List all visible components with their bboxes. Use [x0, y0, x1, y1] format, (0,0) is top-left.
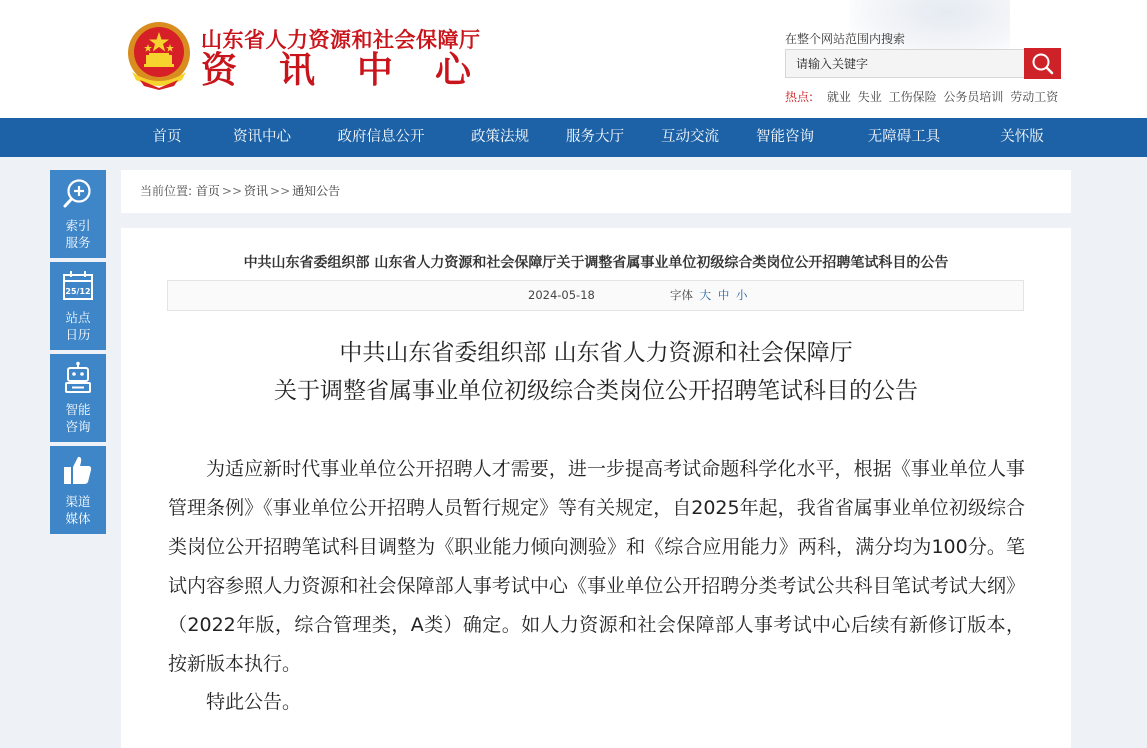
site-subtitle [201, 50, 471, 90]
font-size-label: 字体 [670, 288, 693, 302]
search-caption: 在整个网站范围内搜索 [785, 32, 906, 46]
hot-topic-link[interactable]: 工伤保险 [888, 90, 937, 104]
breadcrumb-separator: >> [221, 184, 242, 198]
breadcrumb-item-news[interactable]: 资讯 [244, 184, 269, 198]
sidebar-label: 日历 [65, 327, 91, 342]
publish-date: 2024-05-18 [528, 288, 595, 302]
nav-item-elderly-mode[interactable]: 关怀版 [1000, 129, 1044, 145]
breadcrumb [121, 170, 1071, 213]
search-button[interactable] [1024, 48, 1061, 79]
hot-topics [785, 88, 1061, 105]
site-header [0, 0, 1147, 118]
article-meta-bar [167, 280, 1024, 311]
sidebar-item-smart-consult[interactable] [50, 354, 106, 442]
article-headline-line-2: 关于调整省属事业单位初级综合类岗位公开招聘笔试科目的公告 [274, 378, 918, 404]
nav-item-home[interactable]: 首页 [152, 129, 182, 145]
robot-icon [62, 361, 94, 395]
article-title: 中共山东省委组织部 山东省人力资源和社会保障厅关于调整省属事业单位初级综合类岗位公开招聘笔试科目的公告 [243, 255, 949, 271]
site-name: 山东省人力资源和社会保障厅 [201, 28, 481, 52]
nav-item-accessibility[interactable]: 无障碍工具 [867, 129, 941, 145]
font-size-small-button[interactable]: 小 [735, 288, 748, 302]
hot-topic-link[interactable]: 劳动工资 [1010, 90, 1059, 104]
site-subtitle-char: 资 [201, 49, 238, 91]
national-emblem-icon [126, 20, 192, 90]
site-subtitle-char: 中 [356, 49, 393, 91]
sidebar-item-site-calendar[interactable] [50, 262, 106, 350]
article-body-paragraph: 为适应新时代事业单位公开招聘人才需要，进一步提高考试命题科学化水平，根据《事业单位人事管理条例》《事业单位公开招聘人员暂行规定》等有关规定，自2025年起，我省省属事业单位初级综合类岗位公开招聘笔试科目调整为《职业能力倾向测验》和《综合应用能力》两科，满分均为100分。笔试内容参照人力资源和社会保障部人事考试中心《事业单位公开招聘分类考试公共科目笔试考试大纲》（2022年版，综合管理类，A类）确定。如人力资源和社会保障部人事考试中心后续有新修订版本，按新版本执行。 [168, 458, 1025, 675]
nav-item-interaction[interactable]: 互动交流 [661, 129, 719, 145]
sidebar-label: 媒体 [65, 511, 91, 526]
breadcrumb-item-home[interactable]: 首页 [195, 184, 220, 198]
sidebar-label: 咨询 [65, 419, 91, 434]
sidebar-item-media-channels[interactable] [50, 446, 106, 534]
sidebar-label: 站点 [65, 310, 91, 325]
site-subtitle-char: 心 [434, 49, 471, 91]
site-subtitle-char: 讯 [278, 49, 315, 91]
calendar-icon-text: 25/12 [65, 287, 91, 296]
hot-topic-link[interactable]: 公务员培训 [943, 90, 1004, 104]
hot-topics-label: 热点: [785, 90, 814, 104]
breadcrumb-item-notices[interactable]: 通知公告 [292, 184, 341, 198]
sidebar-label: 渠道 [65, 494, 91, 509]
article-headline-line-1: 中共山东省委组织部 山东省人力资源和社会保障厅 [339, 340, 853, 366]
breadcrumb-separator: >> [270, 184, 291, 198]
hot-topic-link[interactable]: 就业 [826, 90, 851, 104]
nav-item-gov-info[interactable]: 政府信息公开 [337, 129, 425, 145]
nav-item-news[interactable]: 资讯中心 [233, 129, 291, 145]
font-size-switcher [670, 281, 747, 310]
font-size-large-button[interactable]: 大 [699, 288, 712, 302]
article-panel [121, 228, 1071, 748]
breadcrumb-prefix: 当前位置: [140, 184, 193, 198]
font-size-medium-button[interactable]: 中 [717, 288, 730, 302]
nav-item-smart-consult[interactable]: 智能咨询 [756, 129, 814, 145]
sidebar-label: 服务 [65, 235, 91, 250]
nav-item-policy[interactable]: 政策法规 [471, 129, 529, 145]
calendar-icon [62, 269, 94, 303]
article-closing: 特此公告。 [206, 691, 302, 713]
search-input[interactable] [785, 49, 1027, 78]
sidebar-label: 智能 [65, 402, 91, 417]
hot-topic-link[interactable]: 失业 [857, 90, 882, 104]
sidebar-item-index-service[interactable] [50, 170, 106, 258]
main-nav [0, 118, 1147, 157]
search-plus-icon [62, 177, 94, 211]
sidebar-label: 索引 [65, 218, 91, 233]
search-icon [1024, 48, 1061, 79]
nav-item-service-hall[interactable]: 服务大厅 [566, 129, 624, 145]
thumbs-up-icon [62, 453, 94, 487]
